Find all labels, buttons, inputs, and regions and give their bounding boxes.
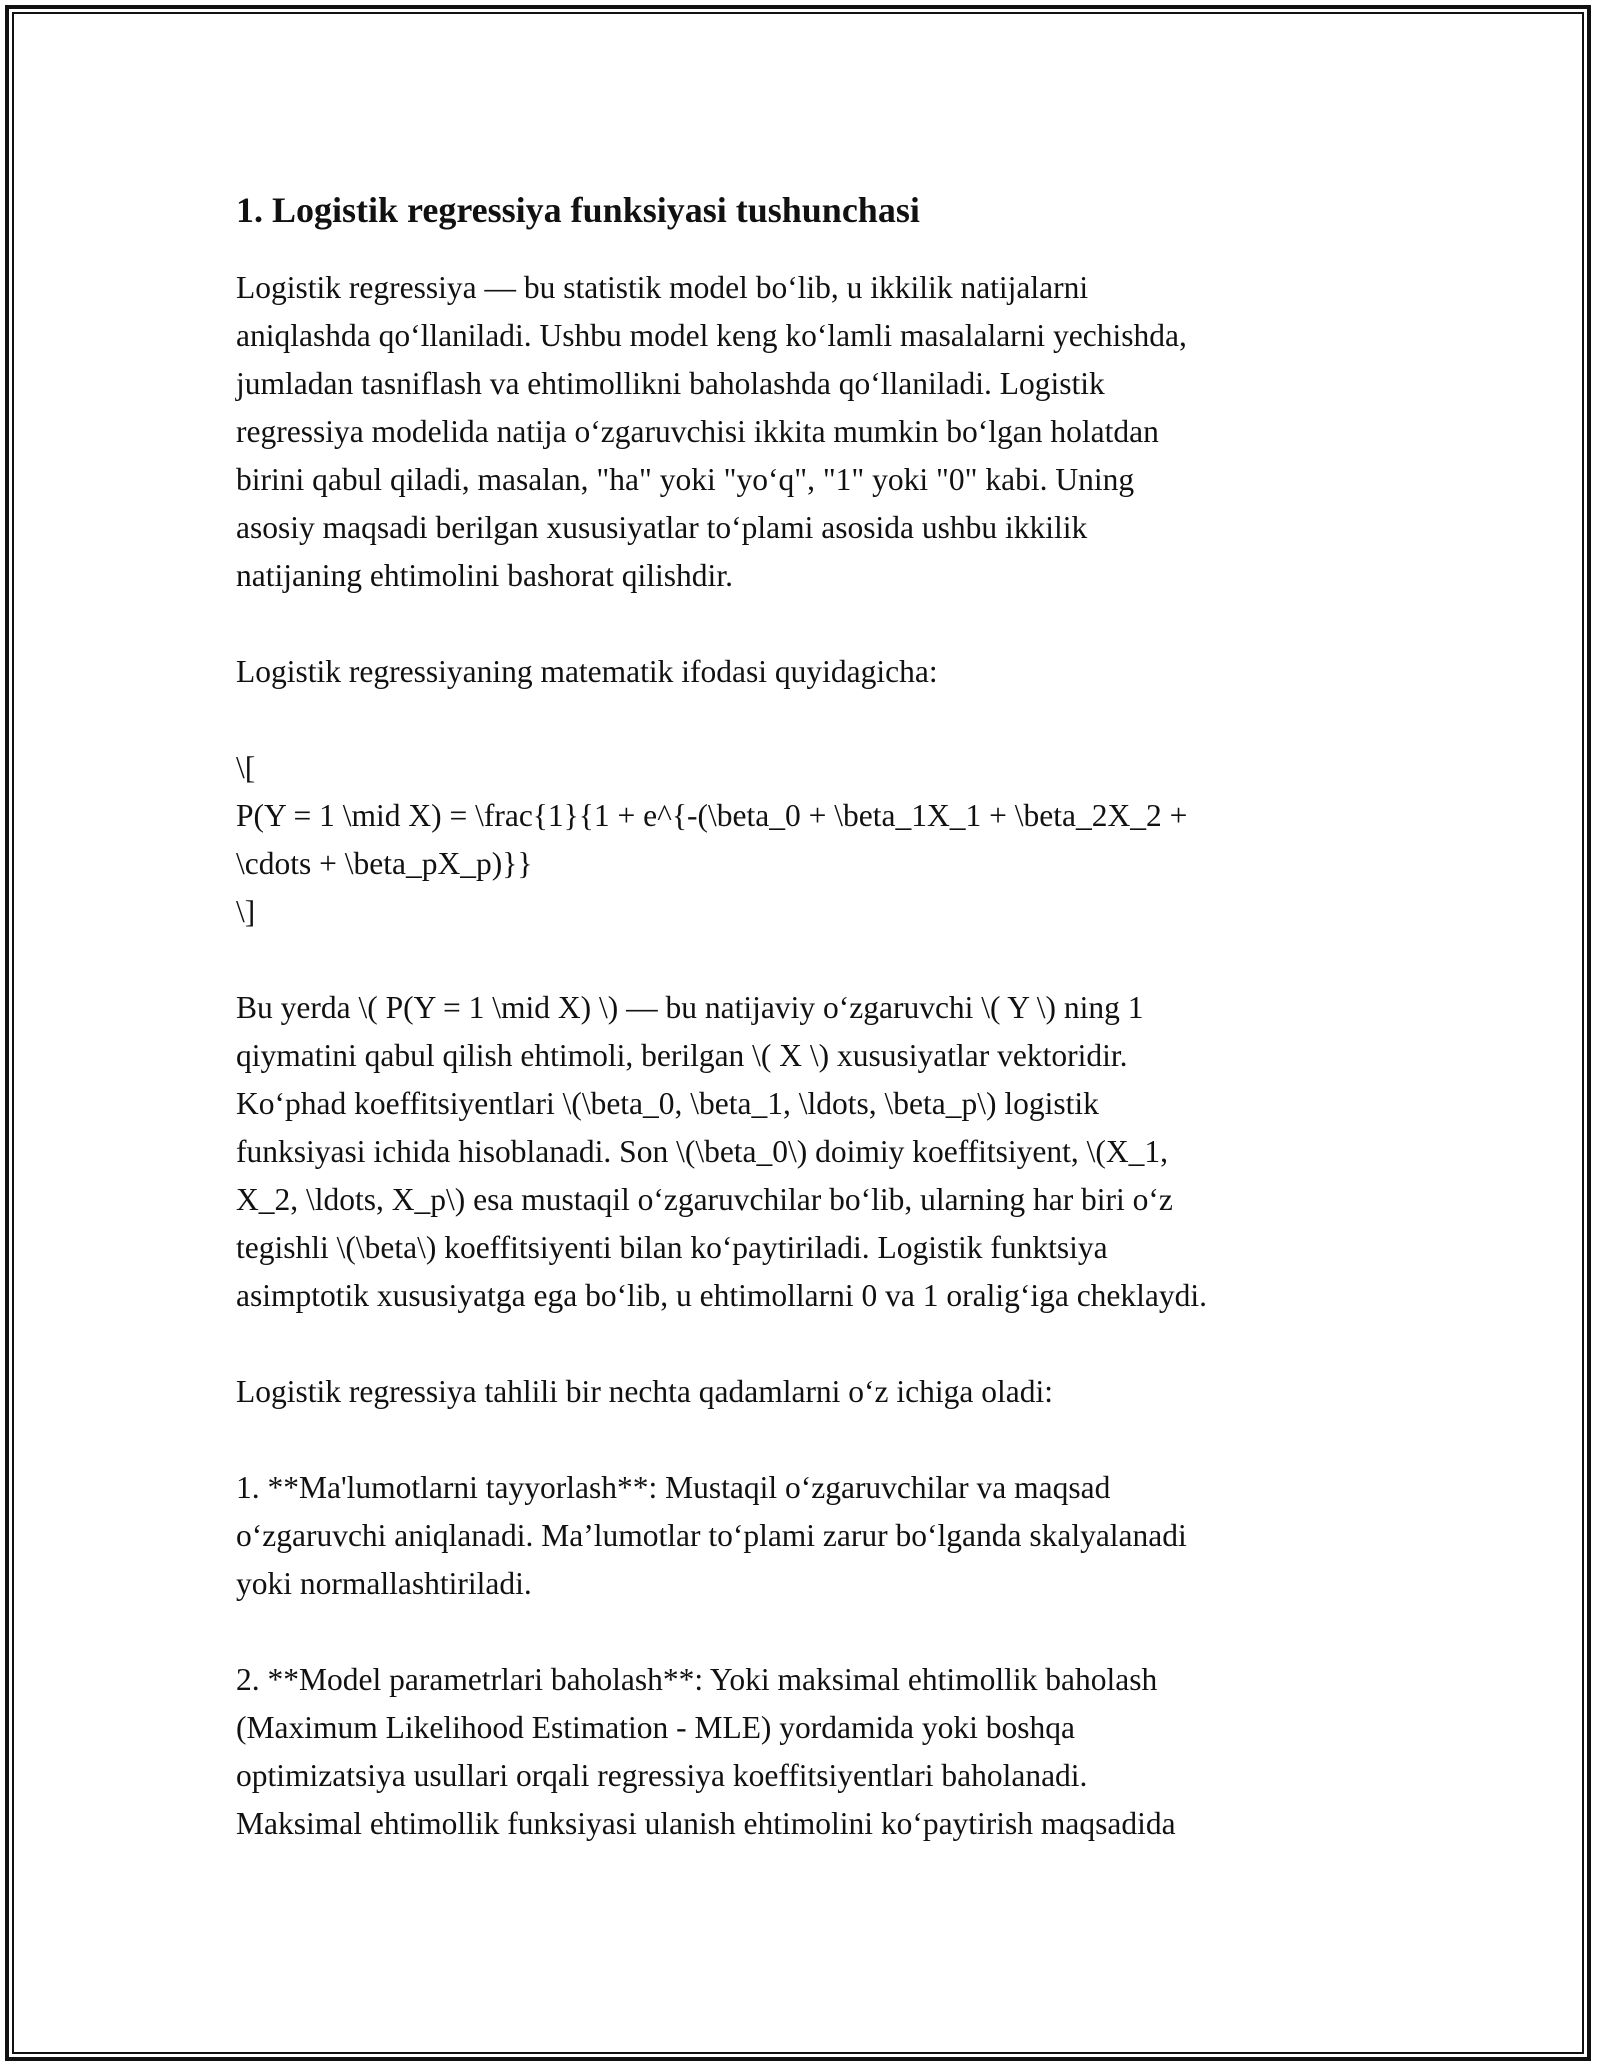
text-line: \] [236, 894, 256, 929]
intro-paragraph [236, 264, 1376, 600]
text-line: jumladan tasniflash va ehtimollikni baholashda qo‘llaniladi. Logistik [236, 366, 1105, 401]
step-2-paragraph [236, 1656, 1376, 1848]
explanation-paragraph [236, 984, 1376, 1320]
text-line: Logistik regressiya — bu statistik model bo‘lib, u ikkilik natijalarni [236, 270, 1089, 305]
section-heading: 1. Logistik regressiya funksiyasi tushunchasi [236, 190, 920, 230]
text-line: yoki normallashtiriladi. [236, 1566, 532, 1601]
text-line: Maksimal ehtimollik funksiyasi ulanish ehtimolini ko‘paytirish maqsadida [236, 1806, 1176, 1841]
text-line: Logistik regressiyaning matematik ifodasi quyidagicha: [236, 654, 938, 689]
text-line: \cdots + \beta_pX_p)}} [236, 846, 533, 881]
document-body [236, 186, 1376, 1896]
text-line: Ko‘phad koeffitsiyentlari \(\beta_0, \beta_1, \ldots, \beta_p\) logistik [236, 1086, 1099, 1121]
text-line: Logistik regressiya tahlili bir nechta qadamlarni o‘z ichiga oladi: [236, 1374, 1053, 1409]
text-line: funksiyasi ichida hisoblanadi. Son \(\beta_0\) doimiy koeffitsiyent, \(X_1, [236, 1134, 1169, 1169]
text-line: 2. **Model parametrlari baholash**: Yoki maksimal ehtimollik baholash [236, 1662, 1158, 1697]
text-line: regressiya modelida natija o‘zgaruvchisi ikkita mumkin bo‘lgan holatdan [236, 414, 1159, 449]
text-line: qiymatini qabul qilish ehtimoli, berilgan \( X \) xususiyatlar vektoridir. [236, 1038, 1128, 1073]
text-line: (Maximum Likelihood Estimation - MLE) yordamida yoki boshqa [236, 1710, 1075, 1745]
step-1-paragraph [236, 1464, 1376, 1608]
formula-intro-paragraph [236, 648, 1376, 696]
text-line: birini qabul qiladi, masalan, "ha" yoki "yo‘q", "1" yoki "0" kabi. Uning [236, 462, 1135, 497]
text-line: asosiy maqsadi berilgan xususiyatlar to‘plami asosida ushbu ikkilik [236, 510, 1088, 545]
text-line: 1. **Ma'lumotlarni tayyorlash**: Mustaqil o‘zgaruvchilar va maqsad [236, 1470, 1111, 1505]
formula-block [236, 744, 1376, 936]
text-line: P(Y = 1 \mid X) = \frac{1}{1 + e^{-(\beta_0 + \beta_1X_1 + \beta_2X_2 + [236, 798, 1188, 833]
text-line: \[ [236, 750, 256, 785]
text-line: o‘zgaruvchi aniqlanadi. Ma’lumotlar to‘plami zarur bo‘lganda skalyalanadi [236, 1518, 1187, 1553]
text-line: Bu yerda \( P(Y = 1 \mid X) \) — bu natijaviy o‘zgaruvchi \( Y \) ning 1 [236, 990, 1144, 1025]
text-line: tegishli \(\beta\) koeffitsiyenti bilan ko‘paytiriladi. Logistik funktsiya [236, 1230, 1108, 1265]
paragraph-container [236, 264, 1376, 1848]
steps-intro-paragraph [236, 1368, 1376, 1416]
text-line: asimptotik xususiyatga ega bo‘lib, u ehtimollarni 0 va 1 oralig‘iga cheklaydi. [236, 1278, 1208, 1313]
text-line: aniqlashda qo‘llaniladi. Ushbu model keng ko‘lamli masalalarni yechishda, [236, 318, 1187, 353]
text-line: optimizatsiya usullari orqali regressiya koeffitsiyentlari baholanadi. [236, 1758, 1088, 1793]
text-line: natijaning ehtimolini bashorat qilishdir. [236, 558, 733, 593]
text-line: X_2, \ldots, X_p\) esa mustaqil o‘zgaruvchilar bo‘lib, ularning har biri o‘z [236, 1182, 1173, 1217]
